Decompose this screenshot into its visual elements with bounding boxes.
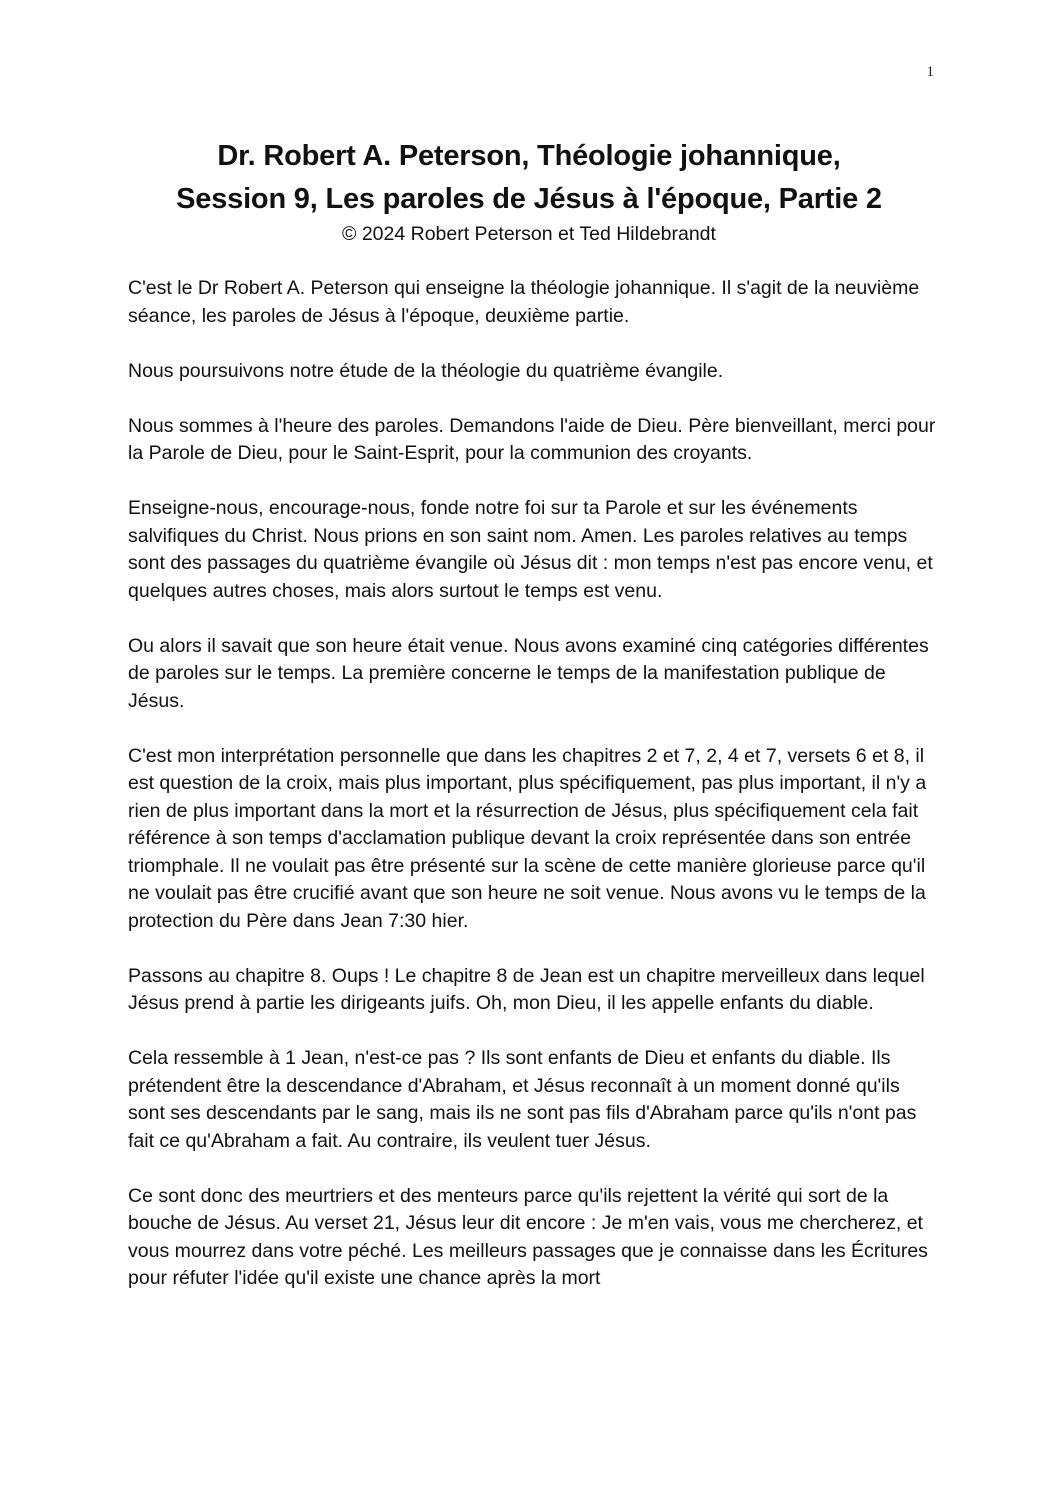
document-title xyxy=(100,135,958,221)
paragraph-1: C'est le Dr Robert A. Peterson qui enseigne la théologie johannique. Il s'agit de la neuvième séance, les paroles de Jésus à l'époque, deuxième partie. xyxy=(128,277,920,327)
copyright-line: © 2024 Robert Peterson et Ted Hildebrandt xyxy=(342,223,716,245)
document-header xyxy=(100,135,958,247)
paragraph-6: C'est mon interprétation personnelle que dans les chapitres 2 et 7, 2, 4 et 7, versets 6 et 8, il est question de la croix, mais plus important, plus spécifiquement, pas plus important, il n'y a rien de plus important dans la mort et la résurrection de Jésus, plus spécifiquement cela fait référence à son temps d'acclamation publique devant la croix représentée dans son entrée triomphale. Il ne voulait pas être présenté sur la scène de cette manière glorieuse parce qu'il ne voulait pas être crucifié avant que son heure ne soit venue. Nous avons vu le temps de la protection du Père dans Jean 7:30 hier. xyxy=(128,744,927,932)
title-line-1: Dr. Robert A. Peterson, Théologie johannique, xyxy=(217,140,841,172)
title-line-2: Session 9, Les paroles de Jésus à l'époque, Partie 2 xyxy=(176,183,882,215)
document-body xyxy=(128,275,936,1320)
page-number: 1 xyxy=(926,64,934,80)
paragraph-9: Ce sont donc des meurtriers et des menteurs parce qu'ils rejettent la vérité qui sort de la bouche de Jésus. Au verset 21, Jésus leur dit encore : Je m'en vais, vous me chercherez, et vous mourrez dans votre péché. Les meilleurs passages que je connaisse dans les Écritures pour réfuter l'idée qu'il existe une chance après la mort xyxy=(128,1184,928,1289)
paragraph-2: Nous poursuivons notre étude de la théologie du quatrième évangile. xyxy=(128,359,724,382)
paragraph-5: Ou alors il savait que son heure était venue. Nous avons examiné cinq catégories différentes de paroles sur le temps. La première concerne le temps de la manifestation publique de Jésus. xyxy=(128,634,929,712)
paragraph-8: Cela ressemble à 1 Jean, n'est-ce pas ? Ils sont enfants de Dieu et enfants du diable. Ils prétendent être la descendance d'Abraham, et Jésus reconnaît à un moment donné qu'ils sont ses descendants par le sang, mais ils ne sont pas fils d'Abraham parce qu'ils n'ont pas fait ce qu'Abraham a fait. Au contraire, ils veulent tuer Jésus. xyxy=(128,1047,917,1152)
paragraph-7: Passons au chapitre 8. Oups ! Le chapitre 8 de Jean est un chapitre merveilleux dans lequel Jésus prend à partie les dirigeants juifs. Oh, mon Dieu, il les appelle enfants du diable. xyxy=(128,964,925,1014)
paragraph-3: Nous sommes à l'heure des paroles. Demandons l'aide de Dieu. Père bienveillant, merci pour la Parole de Dieu, pour le Saint-Esprit, pour la communion des croyants. xyxy=(128,414,936,464)
paragraph-4: Enseigne-nous, encourage-nous, fonde notre foi sur ta Parole et sur les événements salvifiques du Christ. Nous prions en son saint nom. Amen. Les paroles relatives au temps sont des passages du quatrième évangile où Jésus dit : mon temps n'est pas encore venu, et quelques autres choses, mais alors surtout le temps est venu. xyxy=(128,497,933,602)
